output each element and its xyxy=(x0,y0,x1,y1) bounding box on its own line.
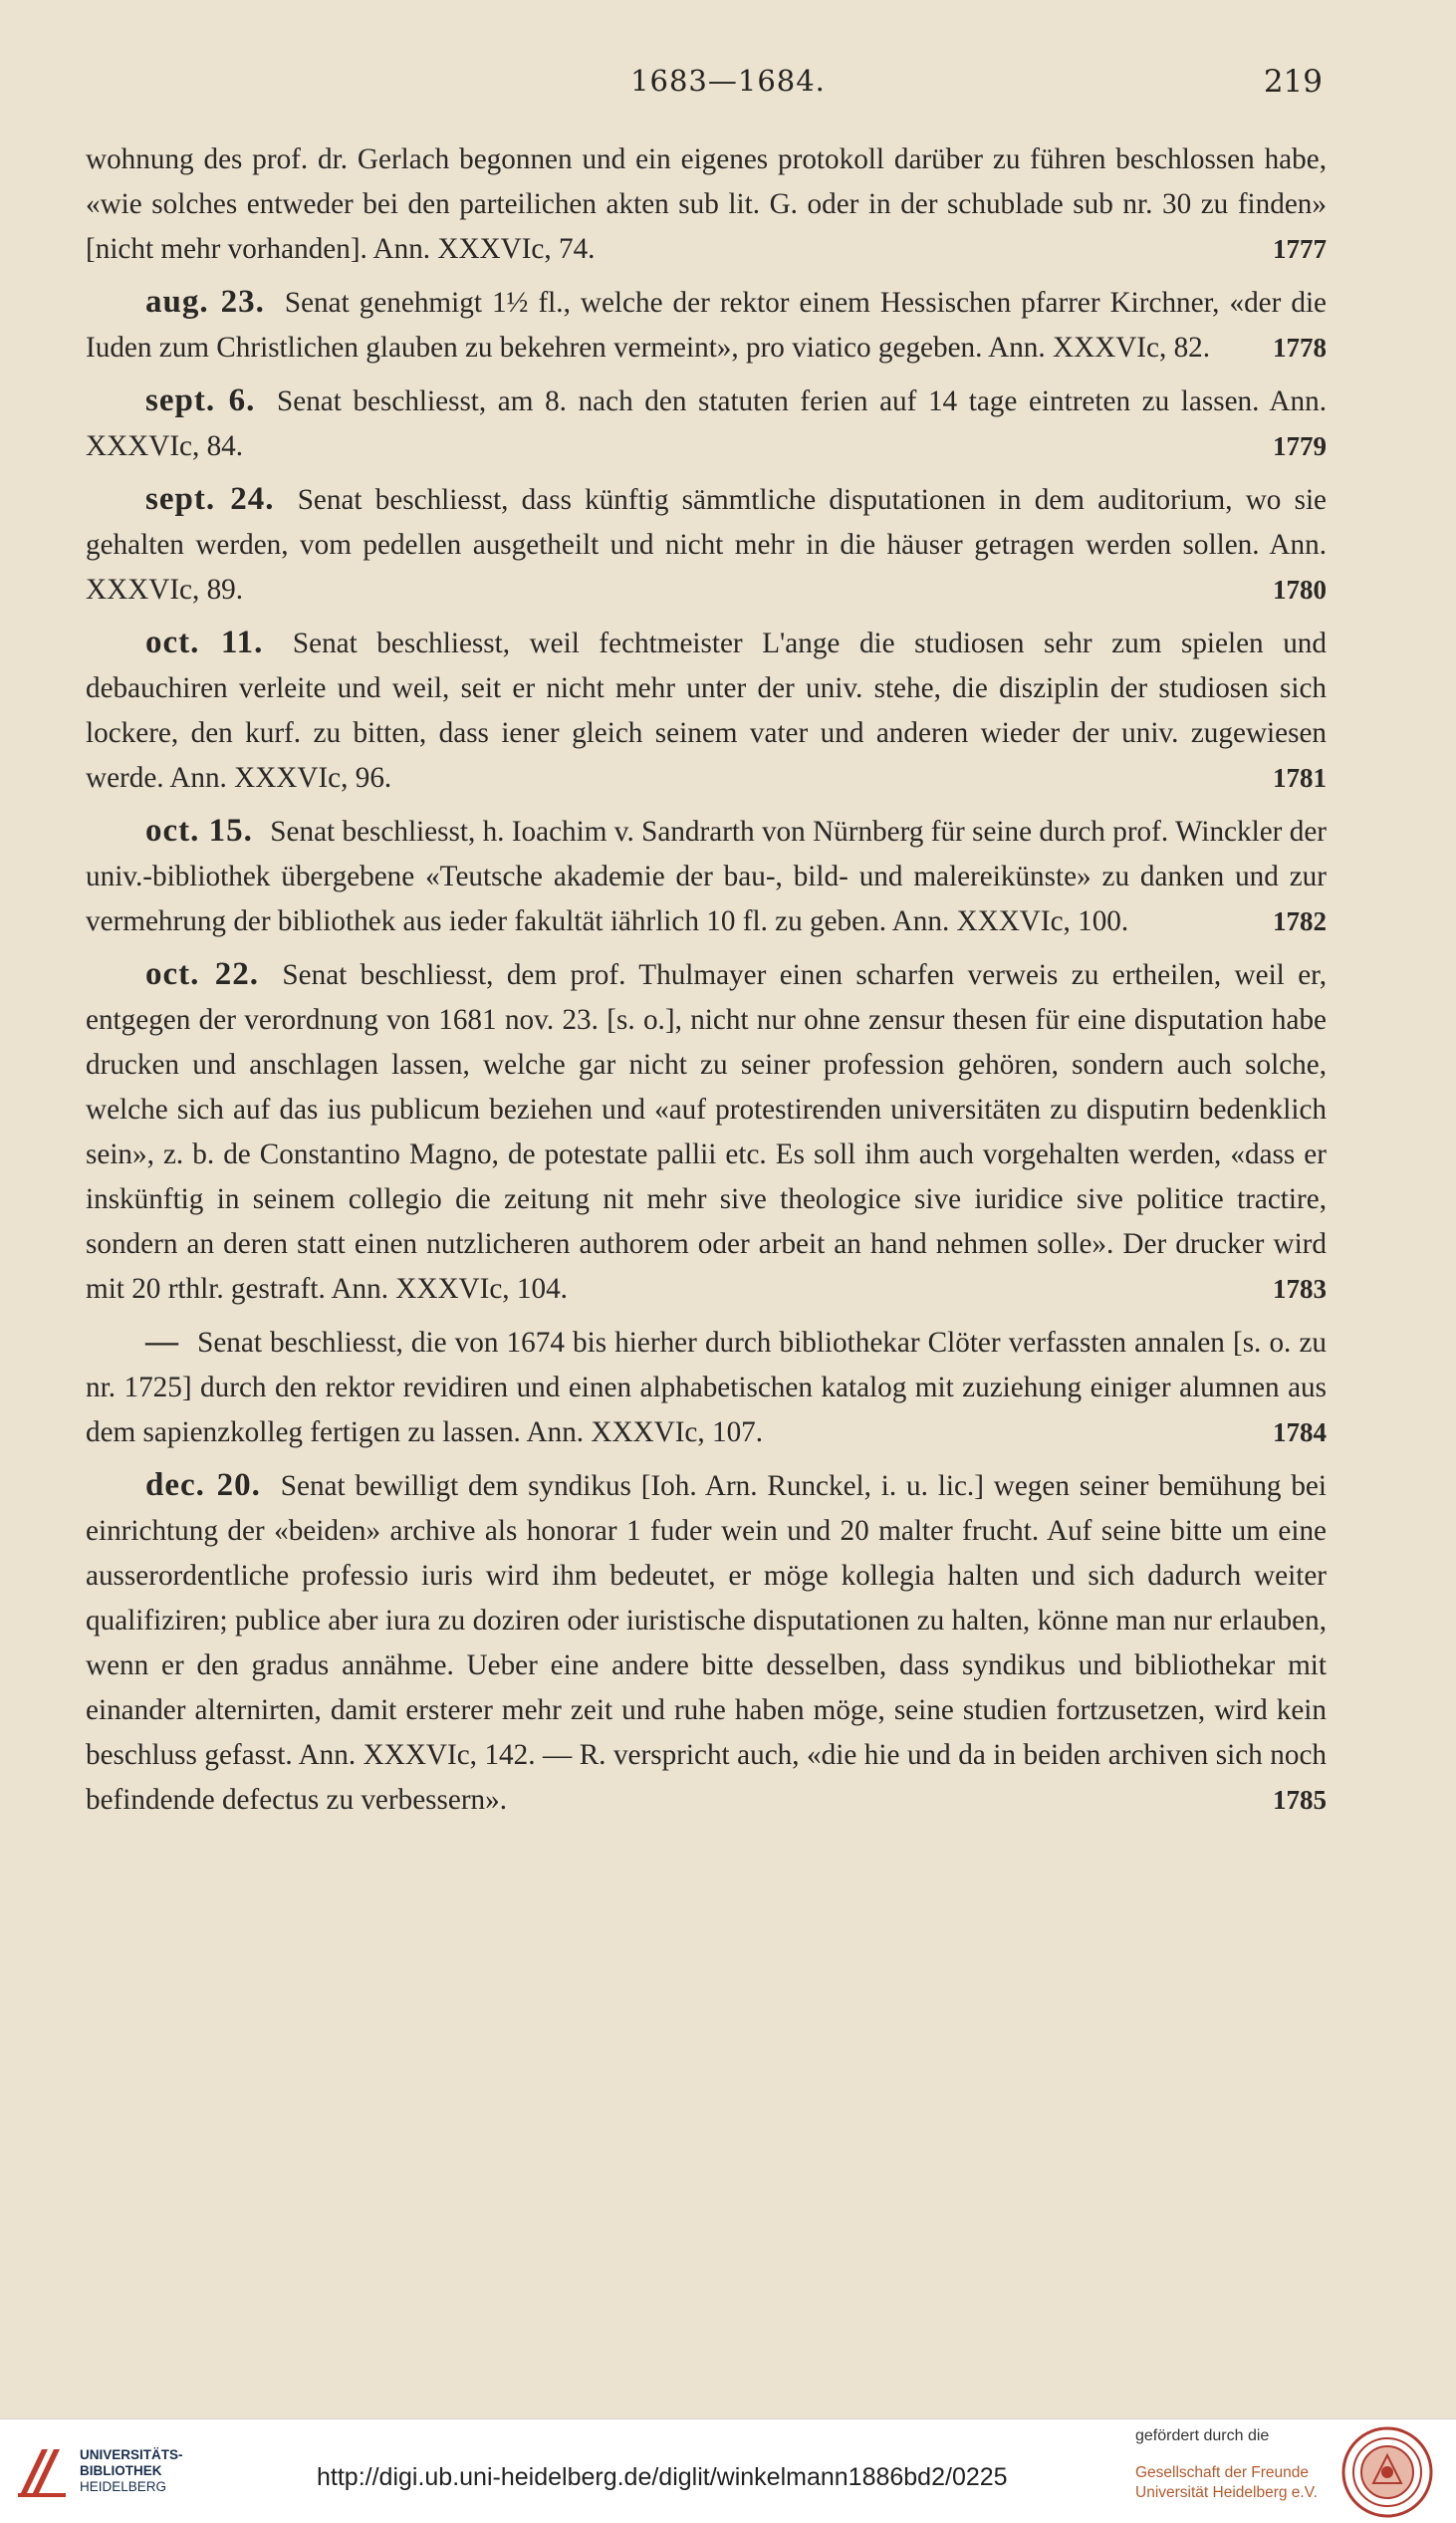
entry-number: 1783 xyxy=(1273,1274,1327,1304)
entry-text: Senat beschliesst, weil fechtmeister L'ange die studiosen sehr zum spielen und debauchiren verleite und weil, seit er nicht mehr unter der univ. stehe, die disziplin der studiosen sich lockere, den kurf. zu bitten, dass iener gleich seinem vater und anderen wieder der univ. zugewiesen werde. Ann. XXXVIc, 96. xyxy=(86,628,1327,794)
entry-1782 xyxy=(86,809,1327,944)
entry-1784 xyxy=(86,1320,1327,1455)
entry-1777 xyxy=(86,137,1327,272)
viewer-footer xyxy=(0,2418,1456,2523)
entry-number: 1780 xyxy=(1273,575,1327,605)
entry-text: Senat beschliesst, dem prof. Thulmayer einen scharfen verweis zu ertheilen, weil er, entgegen der verordnung von 1681 nov. 23. [s. o.], nicht nur ohne zensur thesen für eine disputation habe drucken und anschlagen lassen, welche gar nicht zu seiner profession gehören, sondern auch solche, welche sich auf das ius publicum beziehen und «auf protestirenden universitäten zu disputirn bedenklich sein», z. b. de Constantino Magno, de potestate pallii etc. Es soll ihm auch vorgehalten werden, «dass er inskünftig in seinem collegio die zeitung nit mehr sive theologice sive iuridice sive politice tractire, sondern an deren statt einen nutzlicheren authorem oder arbeit an hand nehmen solle». Der drucker wird mit 20 rthlr. gestraft. Ann. XXXVIc, 104. xyxy=(86,959,1327,1305)
entry-number: 1779 xyxy=(1273,431,1327,461)
entry-text: Senat bewilligt dem syndikus [Ioh. Arn. Runckel, i. u. lic.] wegen seiner bemühung bei einrichtung der «beiden» archive als honorar 1 fuder wein und 20 malter frucht. Auf seine bitte um eine ausserordentliche professio iuris wird ihm bedeutet, er möge kollegia halten und sich dadurch weiter qualifiziren; publice aber iura zu doziren oder iuristische disputationen zu halten, könne man nur erlauben, wenn er den gradus annähme. Ueber eine andere bitte desselben, dass syndikus und bibliothekar mit einander alternirten, damit ersterer mehr zeit und ruhe haben möge, seine studien fortzusetzen, wird kein beschluss gefasst. Ann. XXXVIc, 142. — R. verspricht auch, «die hie und da in beiden archiven sich noch befindende defectus zu verbessern». xyxy=(86,1470,1327,1816)
entry-date: — xyxy=(145,1324,179,1360)
sponsor-line-2: Universität Heidelberg e.V. xyxy=(1135,2484,1318,2501)
entry-number: 1777 xyxy=(1273,234,1327,264)
entry-date: sept. 24. xyxy=(145,481,275,517)
entry-text: wohnung des prof. dr. Gerlach begonnen und ein eigenes protokoll darüber zu führen beschlossen habe, «wie solches entweder bei den parteilichen akten sub lit. G. oder in der schublade sub nr. 30 zu finden» [nicht mehr vorhanden]. Ann. XXXVIc, 74. xyxy=(86,143,1327,265)
entry-date: aug. 23. xyxy=(145,284,265,320)
entry-1778 xyxy=(86,280,1327,371)
sponsor-label: gefördert durch die xyxy=(1135,2427,1270,2444)
page-body xyxy=(86,137,1327,1831)
entry-1781 xyxy=(86,621,1327,801)
entry-date: oct. 22. xyxy=(145,956,259,992)
entry-date: oct. 11. xyxy=(145,625,264,660)
entry-number: 1781 xyxy=(1273,763,1327,793)
entry-1783 xyxy=(86,952,1327,1312)
university-library-name[interactable] xyxy=(80,2447,183,2495)
library-line-2: BIBLIOTHEK xyxy=(80,2463,162,2478)
library-line-3: HEIDELBERG xyxy=(80,2479,167,2494)
entry-date: dec. 20. xyxy=(145,1467,261,1503)
page-header xyxy=(0,64,1456,114)
sponsor-line-1: Gesellschaft der Freunde xyxy=(1135,2464,1310,2481)
entry-number: 1782 xyxy=(1273,906,1327,936)
entry-1785 xyxy=(86,1463,1327,1823)
entry-text: Senat beschliesst, die von 1674 bis hierher durch bibliothekar Clöter verfassten annalen [s. o. zu nr. 1725] durch den rektor revidiren und einen alphabetischen katalog mit zuziehung einiger alumnen aus dem sapienzkolleg fertigen zu lassen. Ann. XXXVIc, 107. xyxy=(86,1327,1328,1448)
running-title: 1683—1684. xyxy=(630,64,826,98)
university-library-logo-icon[interactable] xyxy=(14,2443,72,2501)
entry-1780 xyxy=(86,477,1327,613)
library-line-1: UNIVERSITÄTS- xyxy=(80,2447,183,2462)
entry-text: Senat beschliesst, am 8. nach den statuten ferien auf 14 tage eintreten zu lassen. Ann. XXXVIc, 84. xyxy=(86,385,1327,462)
entry-number: 1785 xyxy=(1273,1785,1327,1815)
entry-text: Senat genehmigt 1½ fl., welche der rektor einem Hessischen pfarrer Kirchner, «der die Iuden zum Christlichen glauben zu bekehren vermeint», pro viatico gegeben. Ann. XXXVIc, 82. xyxy=(86,287,1328,364)
entry-1779 xyxy=(86,378,1327,469)
university-seal-icon xyxy=(1340,2425,1434,2519)
entry-number: 1778 xyxy=(1273,333,1327,363)
sponsor-name[interactable] xyxy=(1135,2463,1318,2503)
permalink-url[interactable]: http://digi.ub.uni-heidelberg.de/diglit/winkelmann1886bd2/0225 xyxy=(317,2463,1008,2491)
entry-date: oct. 15. xyxy=(145,813,253,849)
entry-text: Senat beschliesst, dass künftig sämmtliche disputationen in dem auditorium, wo sie gehalten werden, vom pedellen ausgetheilt und nicht mehr in die häuser getragen werden sollen. Ann. XXXVIc, 89. xyxy=(86,484,1328,606)
entry-number: 1784 xyxy=(1273,1417,1327,1447)
entry-date: sept. 6. xyxy=(145,382,256,418)
page-number: 219 xyxy=(1263,64,1323,100)
entry-text: Senat beschliesst, h. Ioachim v. Sandrarth von Nürnberg für seine durch prof. Winckler der univ.-bibliothek übergebene «Teutsche akademie der bau-, bild- und malereikünste» zu danken und zur vermehrung der bibliothek aus ieder fakultät iährlich 10 fl. zu geben. Ann. XXXVIc, 100. xyxy=(86,816,1328,937)
